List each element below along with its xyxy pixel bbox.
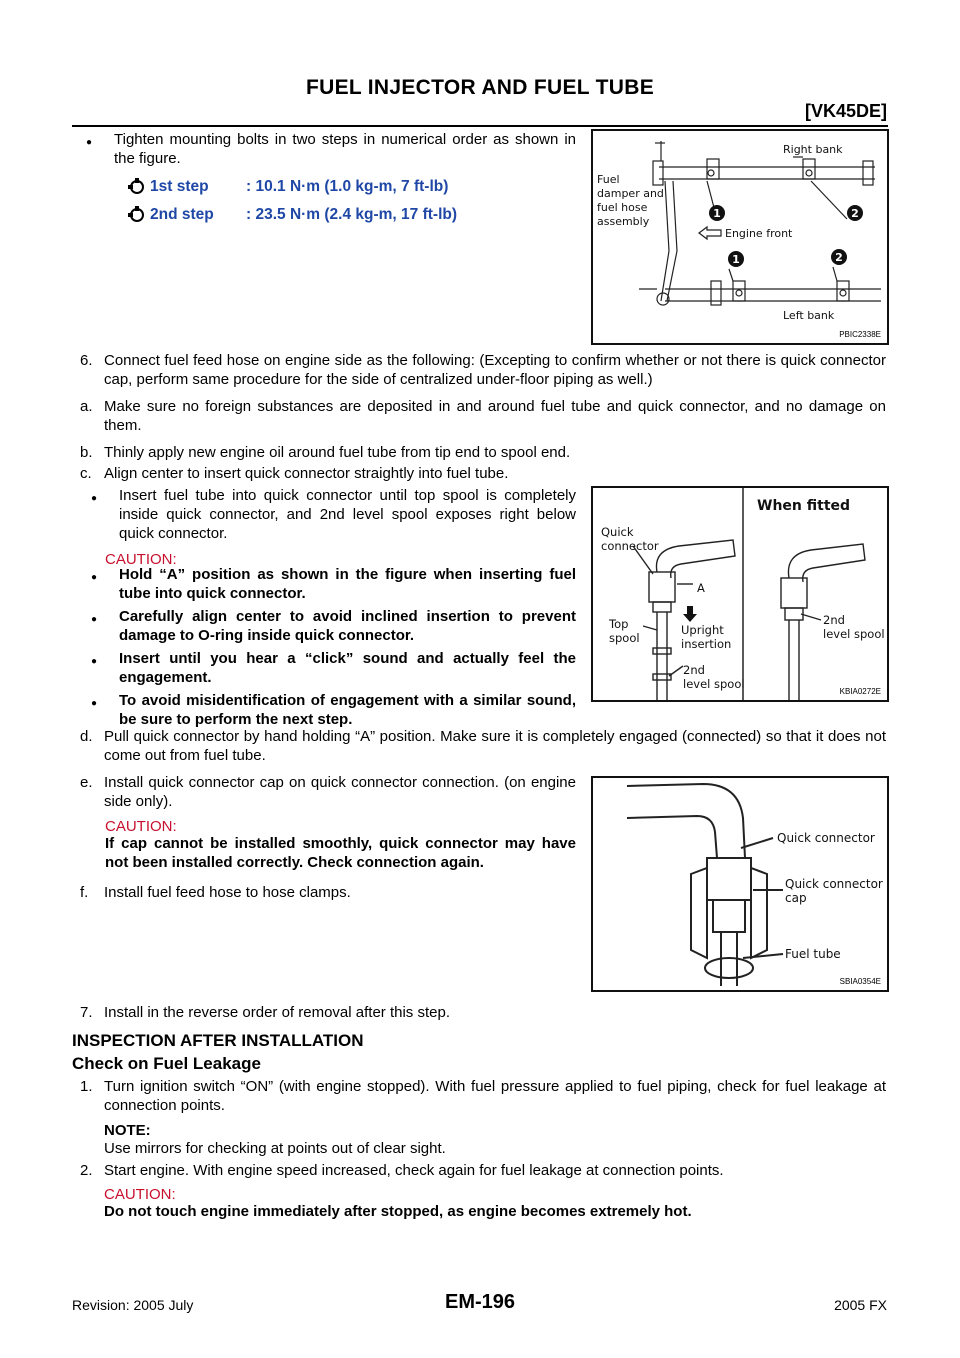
- label-fuel-damper: damper and: [597, 187, 664, 200]
- step-c: [80, 464, 886, 484]
- step2-label: 2nd step: [150, 206, 214, 223]
- figure-quick-connector-insertion: [591, 486, 889, 702]
- inspection-step-2: [80, 1161, 886, 1181]
- caution-item-2: [119, 607, 576, 645]
- note-text: Use mirrors for checking at points out of clear sight.: [104, 1140, 446, 1157]
- step-text: Install in the reverse order of removal after this step.: [104, 1004, 450, 1021]
- caution-label: CAUTION:: [104, 1186, 176, 1203]
- step-7: [80, 1003, 886, 1023]
- caution-text-hot: Do not touch engine immediately after stopped, as engine becomes extremely hot.: [104, 1203, 692, 1220]
- header-rule: [72, 125, 888, 127]
- label-2nd-level-spool: 2nd: [683, 663, 705, 677]
- figure-code: PBIC2338E: [839, 330, 881, 339]
- torque-wrench-icon: [128, 206, 146, 224]
- footer-revision: Revision: 2005 July: [72, 1297, 194, 1313]
- step-letter: f.: [80, 884, 89, 901]
- step2-value: : 23.5 N·m (2.4 kg-m, 17 ft-lb): [246, 206, 458, 223]
- torque-step-1: [128, 178, 568, 198]
- bolt-number-1: 1: [732, 253, 740, 266]
- step-text: Turn ignition switch “ON” (with engine stopped). With fuel pressure applied to fuel piping, check for fuel leakage at connection points.: [104, 1078, 886, 1114]
- tighten-bullet: [114, 130, 576, 168]
- caution-text: Insert until you hear a “click” sound and actually feel the engagement.: [119, 650, 576, 686]
- step1-value: : 10.1 N·m (1.0 kg-m, 7 ft-lb): [246, 178, 449, 195]
- quick-connector-cap-diagram: [593, 778, 887, 990]
- step-number: 7.: [80, 1004, 93, 1021]
- caution-item-1: [119, 565, 576, 603]
- step-text: Make sure no foreign substances are deposited in and around fuel tube and quick connector, and no damage on them.: [104, 398, 886, 434]
- step-e: [80, 773, 576, 813]
- label-fuel-damper: Fuel: [597, 173, 620, 186]
- step-text: Align center to insert quick connector straightly into fuel tube.: [104, 465, 509, 482]
- page-subtitle: [VK45DE]: [804, 101, 887, 121]
- caution-item-3: [119, 649, 576, 687]
- label-quick-connector: Quick: [601, 525, 634, 539]
- label-upright-insertion: insertion: [681, 637, 732, 651]
- step-text: Start engine. With engine speed increased, check again for fuel leakage at connection points.: [104, 1162, 724, 1179]
- label-a: A: [697, 581, 705, 595]
- bolt-number-1: 1: [713, 207, 721, 220]
- label-quick-connector: Quick connector: [777, 831, 875, 845]
- label-when-fitted: When fitted: [757, 498, 851, 514]
- label-left-bank: Left bank: [783, 309, 835, 322]
- insert-bullet-text: Insert fuel tube into quick connector until top spool is completely inside quick connector, and 2nd level spool exposes right below quick connector.: [119, 487, 576, 542]
- step-number: 2.: [80, 1162, 93, 1179]
- label-2nd-level-spool-fitted: 2nd: [823, 613, 845, 627]
- page-title: FUEL INJECTOR AND FUEL TUBE: [305, 76, 655, 99]
- label-upright-insertion: Upright: [681, 623, 724, 637]
- label-fuel-damper: fuel hose: [597, 201, 648, 214]
- step-text: Pull quick connector by hand holding “A” position. Make sure it is completely engaged (connected) so that it does not come out from fuel tube.: [104, 728, 886, 764]
- step-text: Install fuel feed hose to hose clamps.: [104, 884, 351, 901]
- caution-text: Hold “A” position as shown in the figure when inserting fuel tube into quick connector.: [119, 566, 576, 602]
- label-2nd-level-spool-fitted: level spool: [823, 627, 885, 641]
- step-f: [80, 883, 576, 903]
- step-number: 1.: [80, 1078, 93, 1095]
- label-fuel-damper: assembly: [597, 215, 650, 228]
- figure-code: SBIA0354E: [839, 977, 881, 986]
- step1-label: 1st step: [150, 178, 209, 195]
- label-quick-connector: connector: [601, 539, 659, 553]
- section-title: INSPECTION AFTER INSTALLATION: [72, 1031, 364, 1050]
- step-letter: d.: [80, 728, 93, 745]
- quick-connector-diagram: [593, 488, 887, 700]
- label-quick-connector-cap: cap: [785, 891, 807, 905]
- step-text: Thinly apply new engine oil around fuel tube from tip end to spool end.: [104, 444, 571, 461]
- figure-code: KBIA0272E: [839, 687, 881, 696]
- caution-label: CAUTION:: [105, 551, 177, 568]
- caution-text-cap: If cap cannot be installed smoothly, quick connector may have not been installed correctly. Check connection again.: [105, 835, 576, 871]
- step-b: [80, 443, 886, 463]
- torque-step-2: [128, 206, 568, 226]
- step-a: [80, 397, 886, 437]
- label-engine-front: Engine front: [725, 227, 793, 240]
- insert-bullet: [119, 486, 576, 543]
- caution-text: To avoid misidentification of engagement with a similar sound, be sure to perform the next step.: [119, 692, 576, 728]
- label-quick-connector-cap: Quick connector: [785, 877, 883, 891]
- fuel-tube-diagram: [593, 131, 887, 343]
- tighten-bullet-text: Tighten mounting bolts in two steps in numerical order as shown in the figure.: [114, 131, 576, 167]
- step-letter: e.: [80, 774, 93, 791]
- figure-fuel-tube-bolts: [591, 129, 889, 345]
- label-fuel-tube: Fuel tube: [785, 947, 841, 961]
- step-text: Install quick connector cap on quick connector connection. (on engine side only).: [104, 774, 576, 810]
- subsection-title: Check on Fuel Leakage: [72, 1054, 261, 1073]
- label-top-spool: Top: [609, 617, 629, 631]
- label-right-bank: Right bank: [783, 143, 843, 156]
- torque-wrench-icon: [128, 178, 146, 196]
- caution-item-4: [119, 691, 576, 729]
- step-letter: c.: [80, 465, 92, 482]
- step-letter: a.: [80, 398, 93, 415]
- inspection-step-1: [80, 1077, 886, 1117]
- page-number: EM-196: [444, 1291, 516, 1313]
- footer-model: 2005 FX: [834, 1297, 887, 1313]
- step-text: Connect fuel feed hose on engine side as the following: (Excepting to confirm whether or not there is quick connector cap, perform same procedure for the side of centralized under-floor piping as well.): [104, 352, 886, 388]
- label-top-spool: spool: [609, 631, 640, 645]
- step-d: [80, 727, 886, 767]
- note-label: NOTE:: [104, 1122, 151, 1139]
- step-number: 6.: [80, 352, 93, 369]
- bolt-number-2: 2: [851, 207, 859, 220]
- caution-label: CAUTION:: [105, 818, 177, 835]
- step-letter: b.: [80, 444, 93, 461]
- figure-quick-connector-cap: [591, 776, 889, 992]
- caution-text: Carefully align center to avoid inclined insertion to prevent damage to O-ring inside quick connector.: [119, 608, 576, 644]
- bolt-number-2: 2: [835, 251, 843, 264]
- label-2nd-level-spool: level spool: [683, 677, 745, 691]
- step-6: [80, 351, 886, 391]
